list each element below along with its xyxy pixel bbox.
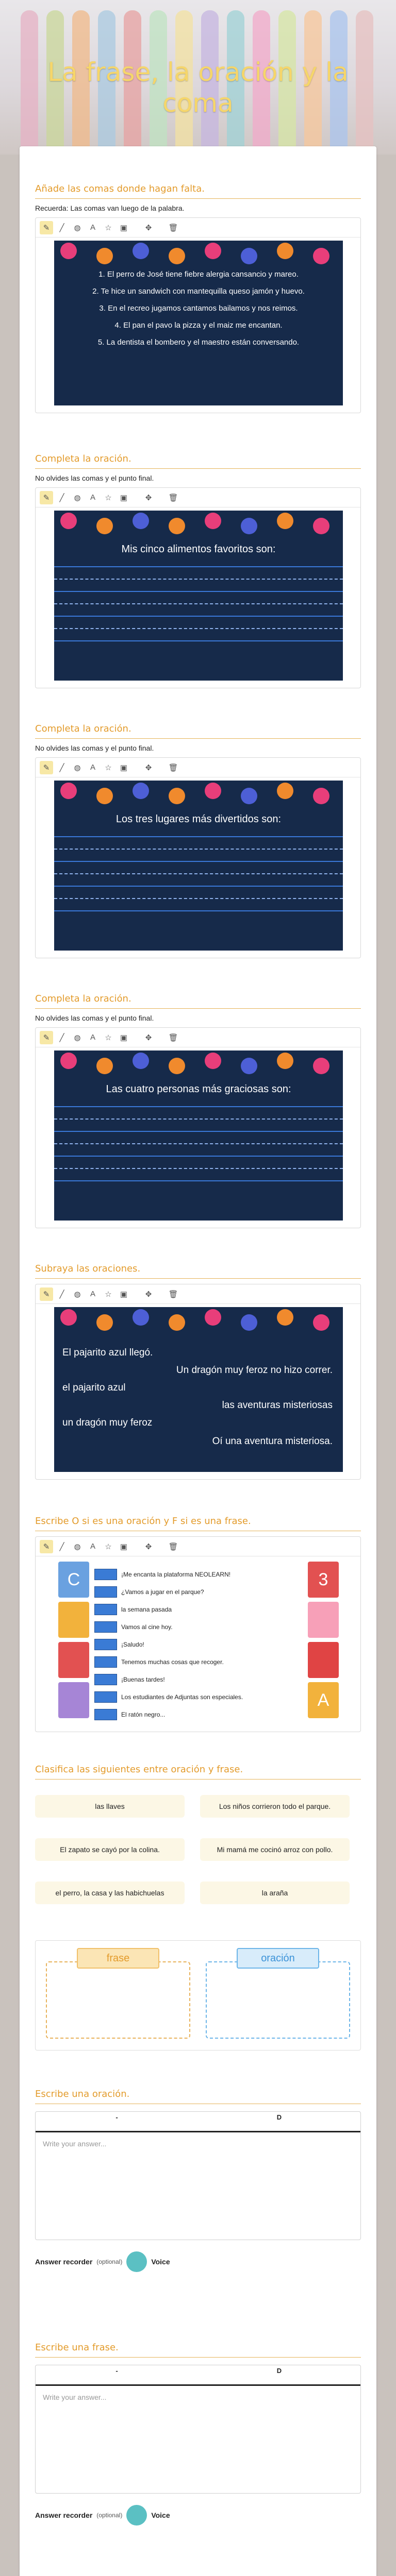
sort-card[interactable]: El zapato se cayó por la colina. [35, 1838, 185, 1861]
decorative-dot [133, 513, 149, 529]
drawing-toolbar [36, 1284, 360, 1304]
classify-item: Tenemos muchas cosas que recoger. [121, 1658, 224, 1666]
lesson-card [20, 146, 376, 2576]
sentence-line[interactable]: las aventuras misteriosas [222, 1400, 333, 1411]
pencil-icon[interactable]: ✎ [40, 221, 53, 234]
sentence-line[interactable]: un dragón muy feroz [62, 1417, 153, 1428]
decorative-dot [241, 248, 257, 264]
editor-toolbar [36, 2365, 360, 2386]
palette-icon[interactable]: ◍ [74, 223, 81, 232]
drawing-canvas[interactable] [35, 1027, 361, 1228]
image-icon[interactable]: ▣ [120, 1033, 128, 1042]
recorder-optional: (optional) [96, 2258, 123, 2265]
sort-section [35, 1764, 361, 2053]
section-title: Añade las comas donde hagan falta. [35, 183, 361, 199]
marker-icon[interactable]: ╱ [59, 763, 64, 772]
trash-icon[interactable]: 🗑 [168, 763, 178, 772]
trash-icon[interactable]: 🗑 [168, 1290, 178, 1299]
comma-item: 5. La dentista el bombero y el maestro están conversando. [97, 338, 300, 347]
decorative-dot [205, 1053, 221, 1069]
image-icon[interactable]: ▣ [120, 223, 128, 232]
decorative-dot [313, 248, 329, 264]
palette-icon[interactable]: ◍ [74, 1290, 81, 1299]
answer-box[interactable] [94, 1604, 117, 1615]
chalkboard [54, 1050, 343, 1221]
drawing-toolbar [36, 1028, 360, 1047]
editor-col[interactable]: - [116, 2113, 118, 2121]
drawing-toolbar [36, 218, 360, 238]
pencil-icon[interactable]: ✎ [40, 1031, 53, 1044]
star-icon[interactable]: ☆ [105, 223, 112, 232]
decorative-dot [277, 1053, 293, 1069]
decorative-dot [313, 1058, 329, 1074]
drawing-canvas[interactable] [35, 1284, 361, 1480]
answer-box[interactable] [94, 1691, 117, 1703]
instruction-text: No olvides las comas y el punto final. [35, 474, 154, 482]
pencil-icon[interactable]: ✎ [40, 1287, 53, 1301]
instruction-text: No olvides las comas y el punto final. [35, 744, 154, 752]
section-title: Escribe una oración. [35, 2089, 361, 2104]
decorative-dot [313, 518, 329, 534]
decorative-dot [205, 513, 221, 529]
answer-box[interactable] [94, 1586, 117, 1598]
editor-col[interactable]: - [116, 2367, 118, 2375]
chalkboard [54, 241, 343, 405]
decorative-dot [133, 243, 149, 259]
decorative-dot [133, 783, 149, 799]
complete-section-1 [35, 453, 361, 688]
pencil-icon[interactable]: ✎ [40, 1540, 53, 1553]
decorative-dot [169, 248, 185, 264]
recorder-label: Answer recorder [35, 2511, 93, 2519]
writing-lines [54, 566, 343, 653]
classify-item: Los estudiantes de Adjuntas son especiales. [121, 1693, 243, 1701]
decorative-dot [96, 788, 113, 804]
decorative-dot [277, 783, 293, 799]
text-icon[interactable]: A [90, 1033, 95, 1042]
sort-card[interactable]: la araña [200, 1882, 350, 1904]
voice-label: Voice [151, 2258, 170, 2266]
classify-item: El ratón negro... [121, 1711, 166, 1718]
answer-box[interactable] [94, 1569, 117, 1580]
palette-icon[interactable]: ◍ [74, 763, 81, 772]
comma-list [54, 269, 343, 347]
trash-icon[interactable]: 🗑 [168, 223, 178, 232]
answer-box[interactable] [94, 1656, 117, 1668]
decorative-dot [60, 783, 77, 799]
answer-editor[interactable] [35, 2111, 361, 2240]
trash-icon[interactable]: 🗑 [168, 493, 178, 502]
commas-section [35, 183, 361, 413]
sort-card[interactable]: el perro, la casa y las habichuelas [35, 1882, 185, 1904]
bin-label: oración [237, 1948, 319, 1969]
sort-card[interactable]: Mi mamá me cocinó arroz con pollo. [200, 1838, 350, 1861]
marker-icon[interactable]: ╱ [59, 1290, 64, 1299]
marker-icon[interactable]: ╱ [59, 1033, 64, 1042]
star-icon[interactable]: ☆ [105, 1542, 112, 1551]
pencil-icon[interactable]: ✎ [40, 491, 53, 504]
prompt-text: Mis cinco alimentos favoritos son: [121, 544, 276, 555]
decorative-dot [96, 1314, 113, 1331]
chalkboard [54, 781, 343, 951]
decorative-dot [169, 1058, 185, 1074]
page-title: La frase, la oración y la coma [47, 57, 349, 118]
sort-card[interactable]: las llaves [35, 1795, 185, 1818]
section-title: Completa la oración. [35, 453, 361, 469]
comma-item: 2. Te hice un sandwich con mantequilla queso jamón y huevo. [92, 287, 305, 296]
decorative-dot [241, 1058, 257, 1074]
editor-col[interactable]: D [276, 2367, 282, 2375]
classify-section [35, 1516, 361, 1732]
write-sentence-section [35, 2089, 361, 2279]
underline-section [35, 1263, 361, 1480]
answer-editor[interactable] [35, 2365, 361, 2494]
decorative-dot [169, 788, 185, 804]
recorder-label: Answer recorder [35, 2258, 93, 2266]
comma-item: 1. El perro de José tiene fiebre alergia cansancio y mareo. [98, 270, 299, 279]
decorative-dot [96, 518, 113, 534]
writing-lines [54, 1106, 343, 1193]
image-icon[interactable]: ▣ [120, 1542, 128, 1551]
trash-icon[interactable]: 🗑 [168, 1542, 178, 1551]
decorative-dot [277, 243, 293, 259]
section-title: Completa la oración. [35, 993, 361, 1009]
record-button[interactable] [126, 2505, 147, 2526]
sentence-line[interactable]: El pajarito azul llegó. [62, 1347, 153, 1358]
answer-recorder [35, 2505, 170, 2526]
decorative-dot [313, 788, 329, 804]
move-icon[interactable]: ✥ [145, 1033, 152, 1042]
editor-toolbar [36, 2112, 360, 2132]
marker-icon[interactable]: ╱ [59, 1542, 64, 1551]
move-icon[interactable]: ✥ [145, 1542, 152, 1551]
classify-item: la semana pasada [121, 1606, 172, 1613]
complete-section-3 [35, 993, 361, 1228]
text-icon[interactable]: A [90, 223, 95, 232]
sort-card[interactable]: Los niños corrieron todo el parque. [200, 1795, 350, 1818]
hero-banner [0, 0, 396, 155]
move-icon[interactable]: ✥ [145, 223, 152, 232]
section-title: Clasifica las siguientes entre oración y frase. [35, 1764, 361, 1780]
answer-placeholder: Write your answer... [43, 2140, 107, 2148]
drawing-toolbar [36, 758, 360, 777]
section-title: Subraya las oraciones. [35, 1263, 361, 1279]
comma-item: 4. El pan el pavo la pizza y el maiz me encantan. [114, 321, 283, 330]
editor-col[interactable]: D [276, 2113, 282, 2121]
star-icon[interactable]: ☆ [105, 493, 112, 502]
answer-box[interactable] [94, 1674, 117, 1685]
recorder-optional: (optional) [96, 2512, 123, 2519]
chalkboard [54, 511, 343, 681]
record-button[interactable] [126, 2251, 147, 2272]
text-icon[interactable]: A [90, 1290, 95, 1298]
classify-item: ¡Buenas tardes! [121, 1676, 165, 1683]
image-icon[interactable]: ▣ [120, 1290, 128, 1299]
decorative-dot [241, 1314, 257, 1331]
complete-section-2 [35, 723, 361, 958]
decorative-dot [241, 518, 257, 534]
marker-icon[interactable]: ╱ [59, 493, 64, 502]
sentence-line[interactable]: el pajarito azul [62, 1382, 126, 1393]
sort-bins [35, 1940, 361, 2050]
classify-item: ¡Me encanta la plataforma NEOLEARN! [121, 1571, 231, 1578]
decorative-dot [96, 1058, 113, 1074]
decorative-dot [205, 783, 221, 799]
alphabet-blocks-right: 3 A [308, 1562, 339, 1724]
move-icon[interactable]: ✥ [145, 493, 152, 502]
prompt-text: Las cuatro personas más graciosas son: [106, 1083, 291, 1095]
write-phrase-section [35, 2342, 361, 2538]
star-icon[interactable]: ☆ [105, 1033, 112, 1042]
palette-icon[interactable]: ◍ [74, 1542, 81, 1551]
decorative-dot [169, 1314, 185, 1331]
decorative-dot [133, 1053, 149, 1069]
voice-label: Voice [151, 2511, 170, 2519]
decorative-dot [60, 243, 77, 259]
classify-item: Vamos al cine hoy. [121, 1623, 173, 1631]
drawing-toolbar [36, 488, 360, 507]
classify-list [94, 1566, 290, 1723]
drawing-canvas[interactable] [35, 1536, 361, 1732]
move-icon[interactable]: ✥ [145, 763, 152, 772]
image-icon[interactable]: ▣ [120, 763, 128, 772]
decorative-dot [96, 248, 113, 264]
drawing-canvas[interactable] [35, 487, 361, 688]
decorative-dot [241, 788, 257, 804]
worksheet [54, 1562, 343, 1726]
marker-icon[interactable]: ╱ [59, 223, 64, 232]
bin-frase[interactable] [46, 1961, 190, 2039]
bin-oracion[interactable] [206, 1961, 350, 2039]
decorative-dot [277, 513, 293, 529]
drawing-canvas[interactable] [35, 217, 361, 413]
decorative-dot [205, 243, 221, 259]
answer-placeholder: Write your answer... [43, 2393, 107, 2401]
palette-icon[interactable]: ◍ [74, 1033, 81, 1042]
decorative-dot [169, 518, 185, 534]
decorative-dot [60, 1053, 77, 1069]
drawing-toolbar [36, 1537, 360, 1556]
image-icon[interactable]: ▣ [120, 493, 128, 502]
answer-box[interactable] [94, 1709, 117, 1720]
move-icon[interactable]: ✥ [145, 1290, 152, 1299]
section-title: Escribe O si es una oración y F si es una frase. [35, 1516, 361, 1531]
decorative-dot [277, 1309, 293, 1326]
prompt-text: Los tres lugares más divertidos son: [116, 814, 282, 825]
instruction-text: No olvides las comas y el punto final. [35, 1014, 154, 1022]
text-icon[interactable]: A [90, 763, 95, 772]
decorative-dot [205, 1309, 221, 1326]
drawing-canvas[interactable] [35, 757, 361, 958]
sentence-line[interactable]: Oí una aventura misteriosa. [212, 1436, 333, 1447]
instruction-text: Recuerda: Las comas van luego de la palabra. [35, 204, 185, 212]
sentence-line[interactable]: Un dragón muy feroz no hizo correr. [176, 1365, 333, 1376]
answer-box[interactable] [94, 1621, 117, 1633]
answer-box[interactable] [94, 1639, 117, 1650]
classify-item: ¡Saludo! [121, 1641, 144, 1648]
star-icon[interactable]: ☆ [105, 1290, 112, 1299]
alphabet-blocks-left: C [58, 1562, 89, 1724]
trash-icon[interactable]: 🗑 [168, 1033, 178, 1042]
answer-recorder [35, 2251, 170, 2272]
section-title: Completa la oración. [35, 723, 361, 739]
star-icon[interactable]: ☆ [105, 763, 112, 772]
pencil-icon[interactable]: ✎ [40, 761, 53, 774]
chalkboard [54, 1307, 343, 1472]
palette-icon[interactable]: ◍ [74, 493, 81, 502]
comma-item: 3. En el recreo jugamos cantamos bailamos y nos reimos. [99, 304, 298, 313]
decorative-dot [313, 1314, 329, 1331]
writing-lines [54, 836, 343, 923]
text-icon[interactable]: A [90, 493, 95, 502]
chalk-decoration [21, 10, 38, 155]
section-title: Escribe una frase. [35, 2342, 361, 2358]
decorative-dot [60, 513, 77, 529]
classify-item: ¿Vamos a jugar en el parque? [121, 1588, 204, 1596]
decorative-dot [60, 1309, 77, 1326]
decorative-dot [133, 1309, 149, 1326]
bin-label: frase [77, 1948, 159, 1969]
text-icon[interactable]: A [90, 1542, 95, 1551]
